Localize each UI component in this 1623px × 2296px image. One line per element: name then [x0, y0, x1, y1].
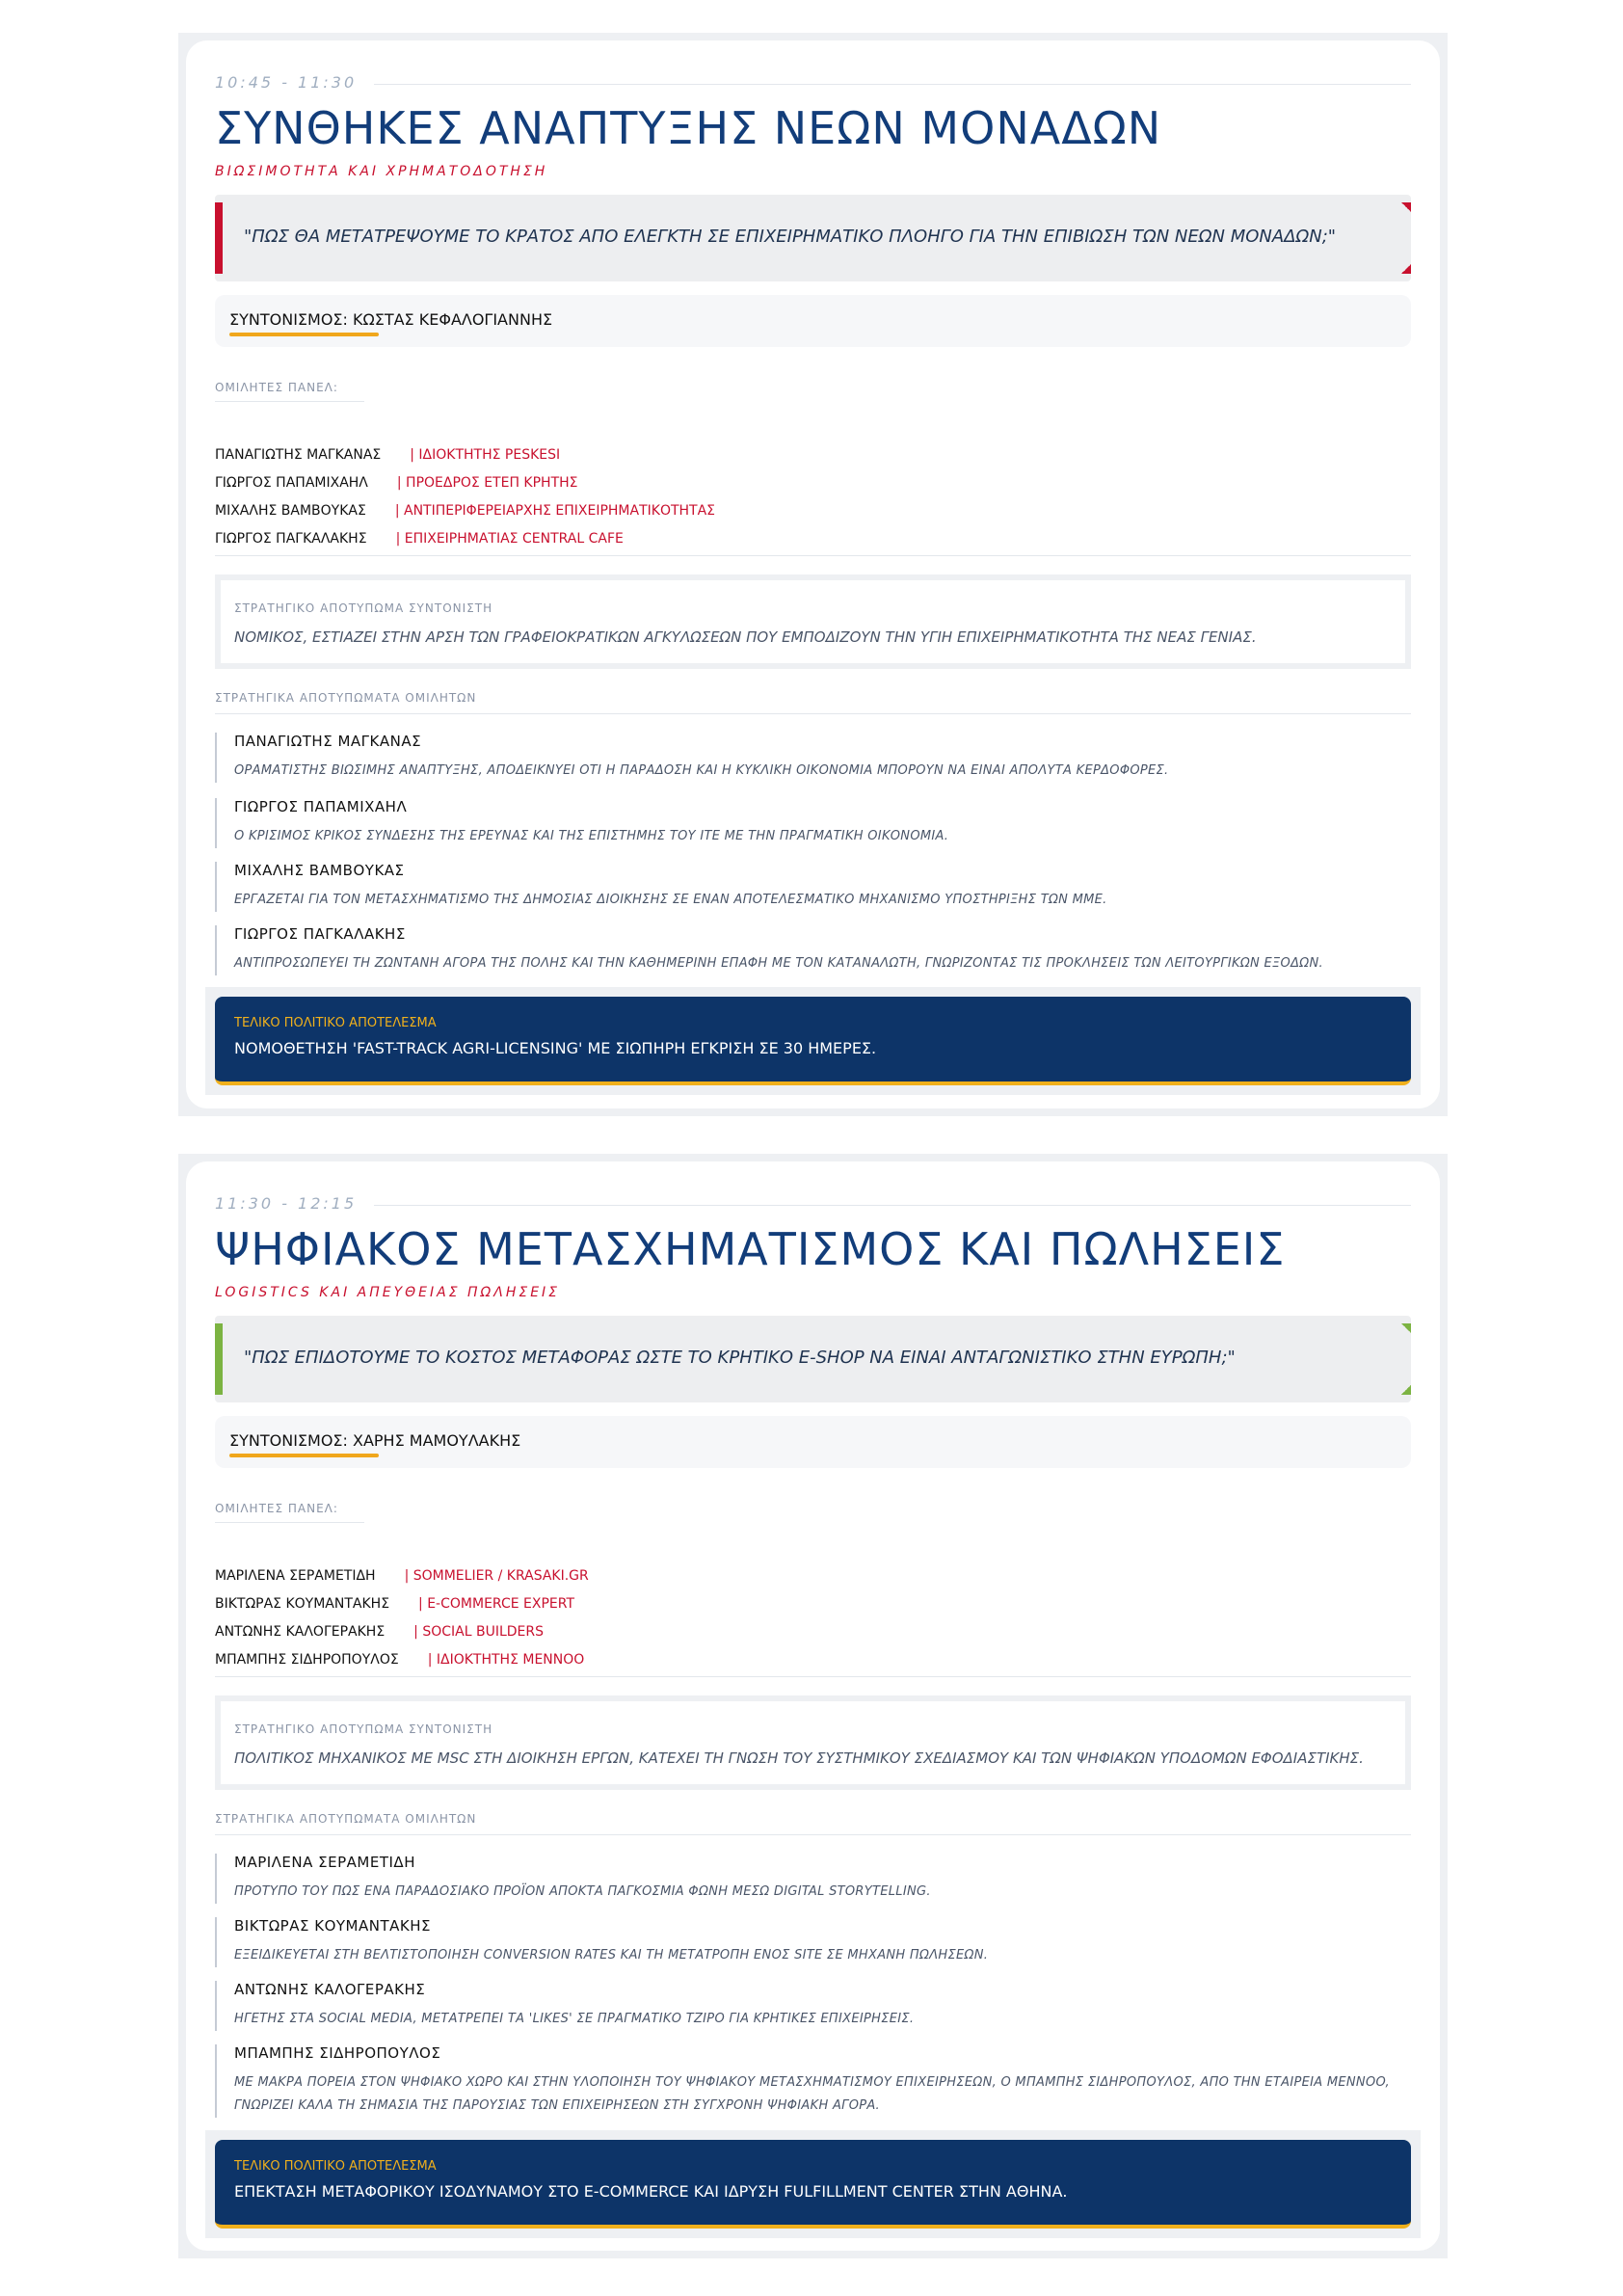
accent-corner [1401, 1323, 1411, 1333]
moderator-footprint-box [215, 1695, 1411, 1790]
speakers-footprints-label: ΣΤΡΑΤΗΓΙΚΑ ΑΠΟΤΥΠΩΜΑΤΑ ΟΜΙΛΗΤΩΝ [215, 1812, 477, 1826]
key-question: "ΠΩΣ ΕΠΙΔΟΤΟΥΜΕ ΤΟ ΚΟΣΤΟΣ ΜΕΤΑΦΟΡΑΣ ΩΣΤΕ ΤΟ ΚΡΗΤΙΚΟ E-SHOP ΝΑ ΕΙΝΑΙ ΑΝΤΑΓΩΝΙΣΤΙΚΟ ΣΤΗΝ ΕΥΡΩΠΗ;" [244, 1348, 1236, 1368]
speaker-row [215, 1568, 589, 1584]
speaker-row [215, 475, 578, 491]
accent-corner [1401, 264, 1411, 274]
outcome-text: ΝΟΜΟΘΕΤΗΣΗ 'FAST-TRACK AGRI-LICENSING' ΜΕ ΣΙΩΠΗΡΗ ΕΓΚΡΙΣΗ ΣΕ 30 ΗΜΕΡΕΣ. [234, 1039, 877, 1057]
speaker-name: ΓΙΩΡΓΟΣ ΠΑΓΚΑΛΑΚΗΣ [215, 531, 367, 547]
moderator-footprint-text: ΠΟΛΙΤΙΚΟΣ ΜΗΧΑΝΙΚΟΣ ΜΕ MSC ΣΤΗ ΔΙΟΙΚΗΣΗ ΕΡΓΩΝ, ΚΑΤΕΧΕΙ ΤΗ ΓΝΩΣΗ ΤΟΥ ΣΥΣΤΗΜΙΚΟΥ ΣΧΕΔΙΑΣΜΟΥ ΚΑΙ ΤΩΝ ΨΗΦΙΑΚΩΝ ΥΠΟΔΟΜΩΝ ΕΦΟΔΙΑΣΤΙΚΗΣ. [234, 1749, 1364, 1767]
speaker-footprint [215, 1854, 1411, 1904]
moderator-underline [229, 333, 379, 336]
divider [215, 1834, 1411, 1835]
outcome-text: ΕΠΕΚΤΑΣΗ ΜΕΤΑΦΟΡΙΚΟΥ ΙΣΟΔΥΝΑΜΟΥ ΣΤΟ E-COMMERCE ΚΑΙ ΙΔΡΥΣΗ FULFILLMENT CENTER ΣΤΗΝ ΑΘΗΝΑ. [234, 2182, 1068, 2201]
speaker-name: ΓΙΩΡΓΟΣ ΠΑΠΑΜΙΧΑΗΛ [215, 475, 368, 491]
speaker-role: | SOMMELIER / KRASAKI.GR [404, 1568, 589, 1584]
accent-corner [1401, 1385, 1411, 1395]
session-card-1 [178, 33, 1448, 1116]
footprint-speaker-text: ΕΡΓΑΖΕΤΑΙ ΓΙΑ ΤΟΝ ΜΕΤΑΣΧΗΜΑΤΙΣΜΟ ΤΗΣ ΔΗΜΟΣΙΑΣ ΔΙΟΙΚΗΣΗΣ ΣΕ ΕΝΑΝ ΑΠΟΤΕΛΕΣΜΑΤΙΚΟ ΜΗΧΑΝΙΣΜΟ ΥΠΟΣΤΗΡΙΞΗΣ ΤΩΝ ΜΜΕ. [234, 893, 1107, 907]
moderator-name: ΣΥΝΤΟΝΙΣΜΟΣ: ΧΑΡΗΣ ΜΑΜΟΥΛΑΚΗΣ [229, 1431, 521, 1450]
speaker-name: ΜΙΧΑΛΗΣ ΒΑΜΒΟΥΚΑΣ [215, 503, 366, 519]
accent-bar [215, 1323, 223, 1395]
accent-corner [1401, 202, 1411, 212]
speaker-name: ΠΑΝΑΓΙΩΤΗΣ ΜΑΓΚΑΝΑΣ [215, 447, 382, 463]
accent-bar [215, 202, 223, 274]
divider [215, 401, 364, 402]
speaker-footprint [215, 862, 1411, 912]
key-question: "ΠΩΣ ΘΑ ΜΕΤΑΤΡΕΨΟΥΜΕ ΤΟ ΚΡΑΤΟΣ ΑΠΟ ΕΛΕΓΚΤΗ ΣΕ ΕΠΙΧΕΙΡΗΜΑΤΙΚΟ ΠΛΟΗΓΟ ΓΙΑ ΤΗΝ ΕΠΙΒΙΩΣΗ ΤΩΝ ΝΕΩΝ ΜΟΝΑΔΩΝ;" [244, 227, 1337, 247]
moderator-footprint-body [221, 1701, 1405, 1784]
speaker-footprint [215, 1917, 1411, 1967]
divider [215, 84, 1411, 85]
speaker-row [215, 447, 560, 463]
key-question-box [215, 195, 1411, 281]
speaker-role: | E-COMMERCE EXPERT [418, 1596, 574, 1612]
divider [215, 555, 1411, 556]
footprint-speaker-text: Ο ΚΡΙΣΙΜΟΣ ΚΡΙΚΟΣ ΣΥΝΔΕΣΗΣ ΤΗΣ ΕΡΕΥΝΑΣ ΚΑΙ ΤΗΣ ΕΠΙΣΤΗΜΗΣ ΤΟΥ ΙΤΕ ΜΕ ΤΗΝ ΠΡΑΓΜΑΤΙΚΗ ΟΙΚΟΝΟΜΙΑ. [234, 829, 949, 843]
session-time-row [215, 73, 1411, 96]
speaker-role: | ΙΔΙΟΚΤΗΤΗΣ MENNOO [427, 1652, 585, 1668]
speaker-footprint [215, 925, 1411, 975]
session-card-2 [178, 1154, 1448, 2258]
panel-speakers-label: ΟΜΙΛΗΤΕΣ ΠΑΝΕΛ: [215, 381, 338, 394]
speaker-role: | ΑΝΤΙΠΕΡΙΦΕΡΕΙΑΡΧΗΣ ΕΠΙΧΕΙΡΗΜΑΤΙΚΟΤΗΤΑΣ [394, 503, 716, 519]
footprint-speaker-name: ΓΙΩΡΓΟΣ ΠΑΓΚΑΛΑΚΗΣ [234, 925, 406, 943]
speakers-footprints-label: ΣΤΡΑΤΗΓΙΚΑ ΑΠΟΤΥΠΩΜΑΤΑ ΟΜΙΛΗΤΩΝ [215, 691, 477, 705]
session-card-body [186, 40, 1440, 1108]
speaker-name: ΜΠΑΜΠΗΣ ΣΙΔΗΡΟΠΟΥΛΟΣ [215, 1652, 399, 1668]
divider [215, 1205, 1411, 1206]
speaker-footprint [215, 733, 1411, 783]
session-time: 11:30 - 12:15 [215, 1194, 374, 1213]
speaker-row [215, 531, 624, 547]
outcome-body [215, 997, 1411, 1085]
panel-speakers-label: ΟΜΙΛΗΤΕΣ ΠΑΝΕΛ: [215, 1502, 338, 1515]
footprint-speaker-name: ΓΙΩΡΓΟΣ ΠΑΠΑΜΙΧΑΗΛ [234, 798, 408, 815]
session-title: ΣΥΝΘΗΚΕΣ ΑΝΑΠΤΥΞΗΣ ΝΕΩΝ ΜΟΝΑΔΩΝ [215, 102, 1162, 154]
speaker-role: | ΙΔΙΟΚΤΗΤΗΣ PESKESI [410, 447, 561, 463]
moderator-box [215, 295, 1411, 347]
speaker-name: ΜΑΡΙΛΕΝΑ ΣΕΡΑΜΕΤΙΔΗ [215, 1568, 376, 1584]
session-time-row [215, 1194, 1411, 1217]
footprint-speaker-name: ΜΙΧΑΛΗΣ ΒΑΜΒΟΥΚΑΣ [234, 862, 405, 879]
footprint-speaker-text: ΗΓΕΤΗΣ ΣΤΑ SOCIAL MEDIA, ΜΕΤΑΤΡΕΠΕΙ ΤΑ 'LIKES' ΣΕ ΠΡΑΓΜΑΤΙΚΟ ΤΖΙΡΟ ΓΙΑ ΚΡΗΤΙΚΕΣ ΕΠΙΧΕΙΡΗΣΕΙΣ. [234, 2012, 915, 2026]
speaker-footprint [215, 2044, 1411, 2118]
speaker-role: | ΕΠΙΧΕΙΡΗΜΑΤΙΑΣ CENTRAL CAFE [395, 531, 624, 547]
footprint-speaker-text: ΟΡΑΜΑΤΙΣΤΗΣ ΒΙΩΣΙΜΗΣ ΑΝΑΠΤΥΞΗΣ, ΑΠΟΔΕΙΚΝΥΕΙ ΟΤΙ Η ΠΑΡΑΔΟΣΗ ΚΑΙ Η ΚΥΚΛΙΚΗ ΟΙΚΟΝΟΜΙΑ ΜΠΟΡΟΥΝ ΝΑ ΕΙΝΑΙ ΑΠΟΛΥΤΑ ΚΕΡΔΟΦΟΡΕΣ. [234, 763, 1169, 778]
session-subtitle: LOGISTICS ΚΑΙ ΑΠΕΥΘΕΙΑΣ ΠΩΛΗΣΕΙΣ [215, 1285, 561, 1300]
moderator-footprint-label: ΣΤΡΑΤΗΓΙΚΟ ΑΠΟΤΥΠΩΜΑ ΣΥΝΤΟΝΙΣΤΗ [234, 1722, 493, 1736]
speaker-name: ΑΝΤΩΝΗΣ ΚΑΛΟΓΕΡΑΚΗΣ [215, 1624, 386, 1640]
speaker-row [215, 1652, 584, 1668]
footprint-speaker-name: ΠΑΝΑΓΙΩΤΗΣ ΜΑΓΚΑΝΑΣ [234, 733, 422, 750]
moderator-footprint-box [215, 574, 1411, 669]
speaker-role: | SOCIAL BUILDERS [413, 1624, 544, 1640]
speaker-role: | ΠΡΟΕΔΡΟΣ ΕΤΕΠ ΚΡΗΤΗΣ [396, 475, 578, 491]
footprint-speaker-text: ΜΕ ΜΑΚΡΑ ΠΟΡΕΙΑ ΣΤΟΝ ΨΗΦΙΑΚΟ ΧΩΡΟ ΚΑΙ ΣΤΗΝ ΥΛΟΠΟΙΗΣΗ ΤΟΥ ΨΗΦΙΑΚΟΥ ΜΕΤΑΣΧΗΜΑΤΙΣΜΟΥ ΕΠΙΧΕΙΡΗΣΕΩΝ, Ο ΜΠΑΜΠΗΣ ΣΙΔΗΡΟΠΟΥΛΟΣ, ΑΠΟ ΤΗΝ ΕΤΑΙΡΕΙΑ MENNOO, ΓΝΩΡΙΖΕΙ ΚΑΛΑ ΤΗ ΣΗΜΑΣΙΑ ΤΗΣ ΠΑΡΟΥΣΙΑΣ ΤΩΝ ΕΠΙΧΕΙΡΗΣΕΩΝ ΣΤΗ ΣΥΓΧΡΟΝΗ ΨΗΦΙΑΚΗ ΑΓΟΡΑ. [234, 2075, 1390, 2113]
footprint-speaker-text: ΕΞΕΙΔΙΚΕΥΕΤΑΙ ΣΤΗ ΒΕΛΤΙΣΤΟΠΟΙΗΣΗ CONVERSION RATES ΚΑΙ ΤΗ ΜΕΤΑΤΡΟΠΗ ΕΝΟΣ SITE ΣΕ ΜΗΧΑΝΗ ΠΩΛΗΣΕΩΝ. [234, 1948, 989, 1962]
speaker-name: ΒΙΚΤΩΡΑΣ ΚΟΥΜΑΝΤΑΚΗΣ [215, 1596, 390, 1612]
session-title: ΨΗΦΙΑΚΟΣ ΜΕΤΑΣΧΗΜΑΤΙΣΜΟΣ ΚΑΙ ΠΩΛΗΣΕΙΣ [215, 1223, 1286, 1275]
moderator-footprint-body [221, 580, 1405, 663]
speaker-row [215, 1596, 574, 1612]
speaker-row [215, 503, 715, 519]
session-card-body [186, 1161, 1440, 2251]
footprint-speaker-name: ΑΝΤΩΝΗΣ ΚΑΛΟΓΕΡΑΚΗΣ [234, 1981, 426, 1998]
speaker-row [215, 1624, 544, 1640]
moderator-underline [229, 1454, 379, 1457]
divider [215, 713, 1411, 714]
moderator-name: ΣΥΝΤΟΝΙΣΜΟΣ: ΚΩΣΤΑΣ ΚΕΦΑΛΟΓΙΑΝΝΗΣ [229, 310, 553, 329]
moderator-footprint-text: ΝΟΜΙΚΟΣ, ΕΣΤΙΑΖΕΙ ΣΤΗΝ ΑΡΣΗ ΤΩΝ ΓΡΑΦΕΙΟΚΡΑΤΙΚΩΝ ΑΓΚΥΛΩΣΕΩΝ ΠΟΥ ΕΜΠΟΔΙΖΟΥΝ ΤΗΝ ΥΓΙΗ ΕΠΙΧΕΙΡΗΜΑΤΙΚΟΤΗΤΑ ΤΗΣ ΝΕΑΣ ΓΕΝΙΑΣ. [234, 628, 1257, 646]
outcome-label: ΤΕΛΙΚΟ ΠΟΛΙΤΙΚΟ ΑΠΟΤΕΛΕΣΜΑ [234, 1016, 437, 1030]
divider [215, 1522, 364, 1523]
session-time: 10:45 - 11:30 [215, 73, 374, 92]
divider [215, 1676, 1411, 1677]
footprint-speaker-text: ΠΡΟΤΥΠΟ ΤΟΥ ΠΩΣ ΕΝΑ ΠΑΡΑΔΟΣΙΑΚΟ ΠΡΟΪΟΝ ΑΠΟΚΤΑ ΠΑΓΚΟΣΜΙΑ ΦΩΝΗ ΜΕΣΩ DIGITAL STORYTELLING. [234, 1884, 931, 1899]
footprint-speaker-text: ΑΝΤΙΠΡΟΣΩΠΕΥΕΙ ΤΗ ΖΩΝΤΑΝΗ ΑΓΟΡΑ ΤΗΣ ΠΟΛΗΣ ΚΑΙ ΤΗΝ ΚΑΘΗΜΕΡΙΝΗ ΕΠΑΦΗ ΜΕ ΤΟΝ ΚΑΤΑΝΑΛΩΤΗ, ΓΝΩΡΙΖΟΝΤΑΣ ΤΙΣ ΠΡΟΚΛΗΣΕΙΣ ΤΩΝ ΛΕΙΤΟΥΡΓΙΚΩΝ ΕΞΟΔΩΝ. [234, 956, 1323, 971]
session-subtitle: ΒΙΩΣΙΜΟΤΗΤΑ ΚΑΙ ΧΡΗΜΑΤΟΔΟΤΗΣΗ [215, 164, 548, 179]
moderator-box [215, 1416, 1411, 1468]
speaker-footprint [215, 1981, 1411, 2031]
footprint-speaker-name: ΒΙΚΤΩΡΑΣ ΚΟΥΜΑΝΤΑΚΗΣ [234, 1917, 431, 1935]
outcome-body [215, 2140, 1411, 2229]
key-question-box [215, 1316, 1411, 1402]
outcome-box [205, 987, 1421, 1095]
footprint-speaker-name: ΜΑΡΙΛΕΝΑ ΣΕΡΑΜΕΤΙΔΗ [234, 1854, 415, 1871]
moderator-footprint-label: ΣΤΡΑΤΗΓΙΚΟ ΑΠΟΤΥΠΩΜΑ ΣΥΝΤΟΝΙΣΤΗ [234, 601, 493, 615]
footprint-speaker-name: ΜΠΑΜΠΗΣ ΣΙΔΗΡΟΠΟΥΛΟΣ [234, 2044, 441, 2062]
speaker-footprint [215, 798, 1411, 848]
outcome-label: ΤΕΛΙΚΟ ΠΟΛΙΤΙΚΟ ΑΠΟΤΕΛΕΣΜΑ [234, 2159, 437, 2174]
outcome-box [205, 2130, 1421, 2238]
